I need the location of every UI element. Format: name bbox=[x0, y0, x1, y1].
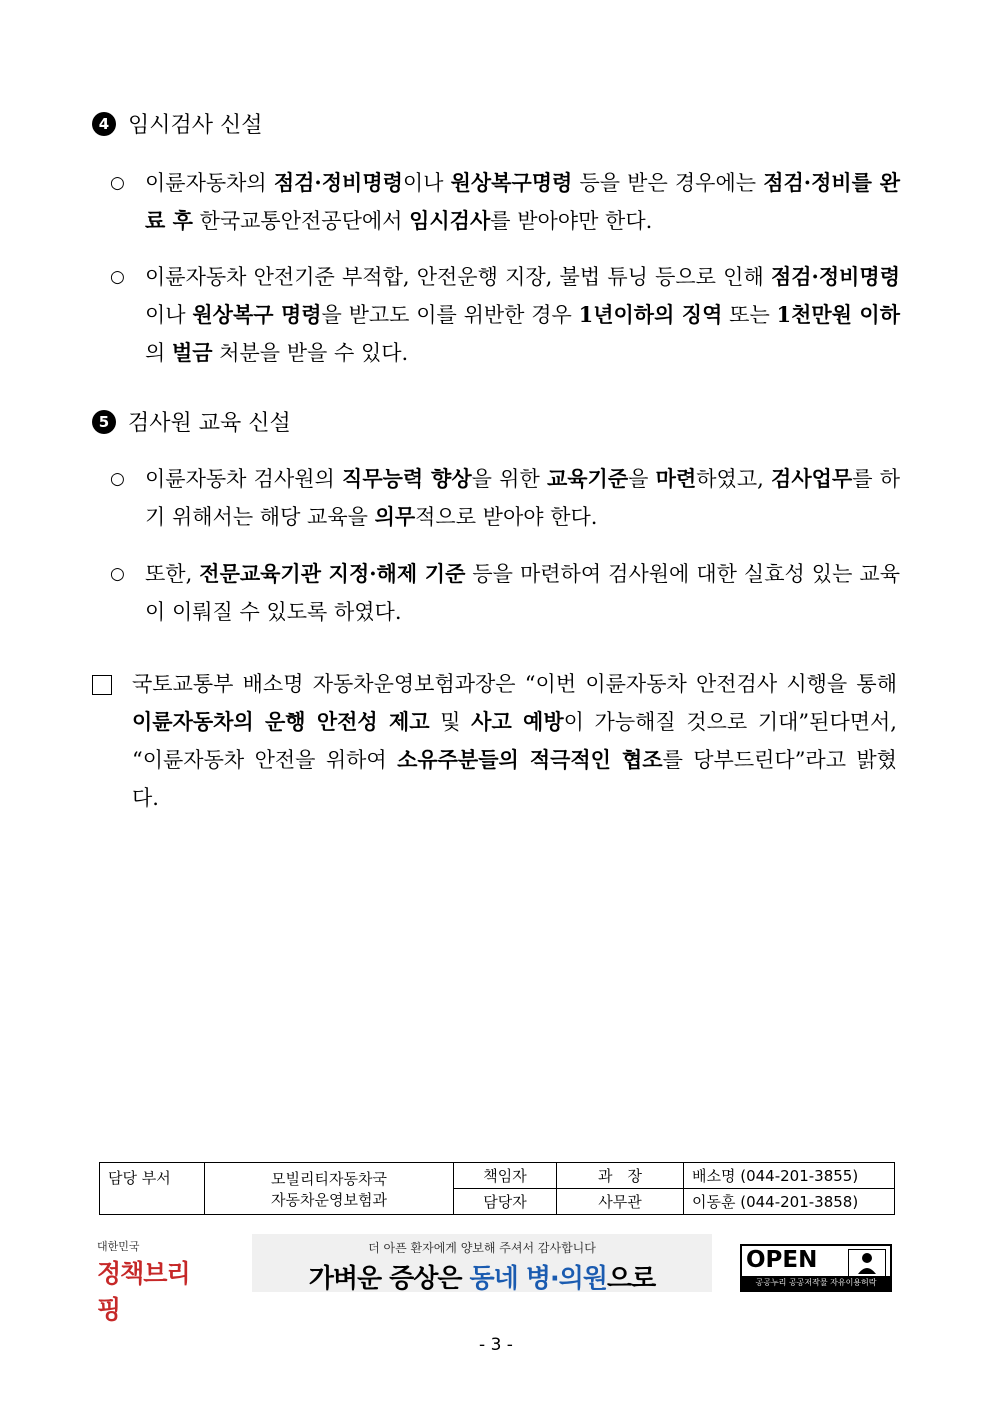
closing-paragraph bbox=[92, 665, 897, 817]
text: 의 bbox=[145, 341, 172, 365]
banner-top-text: 더 아픈 환자에게 양보해 주셔서 감사합니다 bbox=[368, 1241, 596, 1255]
campaign-banner bbox=[252, 1234, 712, 1292]
title-cell: 사무관 bbox=[557, 1189, 684, 1215]
bold-text: 사고 예방 bbox=[471, 709, 564, 734]
text: 이륜자동차의 bbox=[145, 171, 274, 195]
bold-text: 이륜자동차의 운행 안전성 제고 bbox=[132, 709, 430, 734]
text: 또는 bbox=[722, 303, 777, 327]
bold-text: 교육기준 bbox=[546, 466, 629, 491]
text: 를 하기 위해서는 해당 교육을 bbox=[145, 467, 900, 529]
dept-line-1: 모빌리티자동차국 bbox=[271, 1169, 387, 1188]
role-cell: 담당자 bbox=[454, 1189, 557, 1215]
bold-text: 원상복구 명령 bbox=[192, 302, 322, 327]
bold-text: 원상복구명령 bbox=[450, 170, 573, 195]
bold-text: 검사업무 bbox=[771, 466, 853, 491]
open-text: OPEN bbox=[746, 1247, 818, 1273]
bold-text: 점검·정비를 완료 후 bbox=[145, 170, 900, 233]
bold-text: 임시검사 bbox=[409, 208, 491, 233]
bold-text: 직무능력 향상 bbox=[342, 466, 472, 491]
dept-line-2: 자동차운영보험과 bbox=[271, 1190, 387, 1209]
dept-name bbox=[205, 1163, 454, 1215]
section-5-title-text: 검사원 교육 신설 bbox=[128, 411, 291, 436]
circle-bullet-icon: ○ bbox=[110, 267, 125, 287]
banner-main-part: 가벼운 증상은 bbox=[308, 1264, 470, 1292]
policy-briefing-logo bbox=[97, 1238, 207, 1324]
number-4-icon: 4 bbox=[92, 112, 116, 136]
text: 한국교통안전공단에서 bbox=[192, 209, 410, 233]
text: 처분을 받을 수 있다. bbox=[212, 341, 409, 365]
contact-table bbox=[99, 1162, 895, 1215]
s4-paragraph-1 bbox=[110, 164, 900, 240]
text: 을 bbox=[628, 467, 656, 491]
circle-bullet-icon: ○ bbox=[110, 173, 125, 193]
s4-paragraph-2 bbox=[110, 258, 900, 372]
bold-text: 마련 bbox=[655, 466, 697, 491]
text: 이륜자동차 검사원의 bbox=[145, 467, 343, 491]
logo-big-text: 정책브리핑 bbox=[97, 1259, 190, 1324]
person-cell: 이동훈 (044-201-3858) bbox=[684, 1189, 895, 1215]
text: 또한, bbox=[145, 562, 200, 586]
title-cell: 과 장 bbox=[557, 1163, 684, 1189]
text: 이륜자동차 안전기준 부적합, 안전운행 지장, 불법 튜닝 등으로 인해 bbox=[145, 265, 771, 289]
s5-paragraph-2 bbox=[110, 555, 900, 631]
bold-text: 벌금 bbox=[171, 340, 213, 365]
banner-main-text bbox=[252, 1258, 712, 1292]
text: 국토교통부 배소명 자동차운영보험과장은 “이번 이륜자동차 안전검사 시행을 통해 bbox=[132, 672, 897, 696]
text: 을 위한 bbox=[471, 467, 547, 491]
bold-text: 전문교육기관 지정·해제 기준 bbox=[199, 561, 466, 586]
section-4-title bbox=[92, 108, 263, 139]
bold-text: 점검·정비명령 bbox=[770, 264, 900, 289]
text: 하였고, bbox=[696, 467, 772, 491]
bold-text: 점검·정비명령 bbox=[273, 170, 403, 195]
text: 를 당부드린다”라고 밝혔다. bbox=[132, 748, 897, 810]
text: 를 받아야만 한다. bbox=[490, 209, 653, 233]
bold-text: 소유주분들의 적극적인 협조 bbox=[397, 747, 663, 772]
role-cell: 책임자 bbox=[454, 1163, 557, 1189]
s5-paragraph-1 bbox=[110, 460, 900, 536]
bold-text: 1년이하의 징역 bbox=[578, 302, 723, 327]
text: 등을 마련하여 검사원에 대한 실효성 있는 교육이 이뤄질 수 있도록 하였다. bbox=[145, 562, 900, 624]
person-cell: 배소명 (044-201-3855) bbox=[684, 1163, 895, 1189]
banner-main-part: 으로 bbox=[607, 1264, 656, 1292]
banner-main-highlight: 동네 병·의원 bbox=[469, 1264, 608, 1292]
circle-bullet-icon: ○ bbox=[110, 564, 125, 584]
text: 등을 받은 경우에는 bbox=[572, 171, 764, 195]
logo-small-text: 대한민국 bbox=[97, 1240, 140, 1253]
text: 이 가능해질 것으로 기대”된다면서, “이륜자동차 안전을 위하여 bbox=[132, 710, 897, 772]
page-number: - 3 - bbox=[479, 1335, 513, 1355]
number-5-icon: 5 bbox=[92, 410, 116, 434]
open-bar-text: 공공누리 공공저작물 자유이용허락 bbox=[742, 1276, 890, 1290]
text: 을 받고도 이를 위반한 경우 bbox=[321, 303, 579, 327]
circle-bullet-icon: ○ bbox=[110, 469, 125, 489]
dept-label: 담당 부서 bbox=[100, 1163, 205, 1215]
section-4-title-text: 임시검사 신설 bbox=[128, 113, 263, 138]
text: 및 bbox=[429, 710, 472, 734]
bold-text: 1천만원 이하 bbox=[776, 302, 900, 327]
text: 이나 bbox=[145, 303, 193, 327]
square-bullet-icon bbox=[92, 675, 112, 695]
text: 적으로 받아야 한다. bbox=[415, 505, 598, 529]
section-5-title bbox=[92, 406, 291, 437]
person-icon bbox=[848, 1249, 886, 1277]
bold-text: 의무 bbox=[374, 504, 416, 529]
kogl-open-badge bbox=[740, 1244, 892, 1292]
text: 이나 bbox=[402, 171, 451, 195]
